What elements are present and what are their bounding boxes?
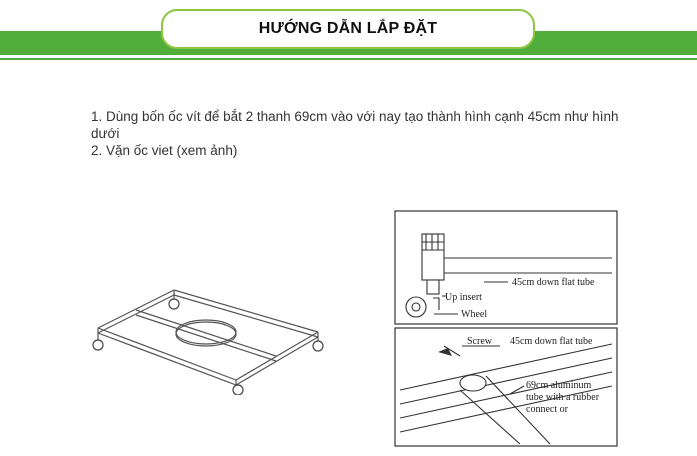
wheel-icon [93,340,103,350]
wheel-icon [313,341,323,351]
up-insert-icon [422,234,444,280]
header-underline [0,58,697,60]
wheel-icon [233,385,243,395]
wheel-icon [169,299,179,309]
instruction-step-2: 2. Vặn ốc viet (xem ảnh) [91,143,238,158]
title-box [161,9,535,49]
frame-centre-ring [176,320,236,344]
assembly-detail-illustration [390,206,622,452]
instruction-step-1: 1. Dùng bốn ốc vít để bắt 2 thanh 69cm vào với nay tạo thành hình cạnh 45cm như hình dưới [91,109,619,141]
label-aluminum-line-1: 69cm aluminum [526,380,592,391]
label-aluminum-line-2: tube with a rubber [526,392,600,403]
label-screw: Screw [467,336,492,347]
frame-tube-front-right [236,332,318,380]
label-up-insert: Up insert [445,292,482,303]
page-title: HƯỚNG DẪN LẮP ĐẶT [258,20,438,37]
instructions [91,108,631,159]
label-aluminum-line-3: connect or [526,404,568,415]
frame-assembly-illustration [86,280,326,395]
frame-tube-back-left [98,290,174,328]
label-top-tube: 45cm down flat tube [512,277,595,288]
label-bottom-tube: 45cm down flat tube [510,336,593,347]
wheel-icon [406,297,426,317]
frame-tube-back [174,290,318,332]
aluminum-tube-end [460,375,486,391]
label-wheel: Wheel [461,309,488,320]
